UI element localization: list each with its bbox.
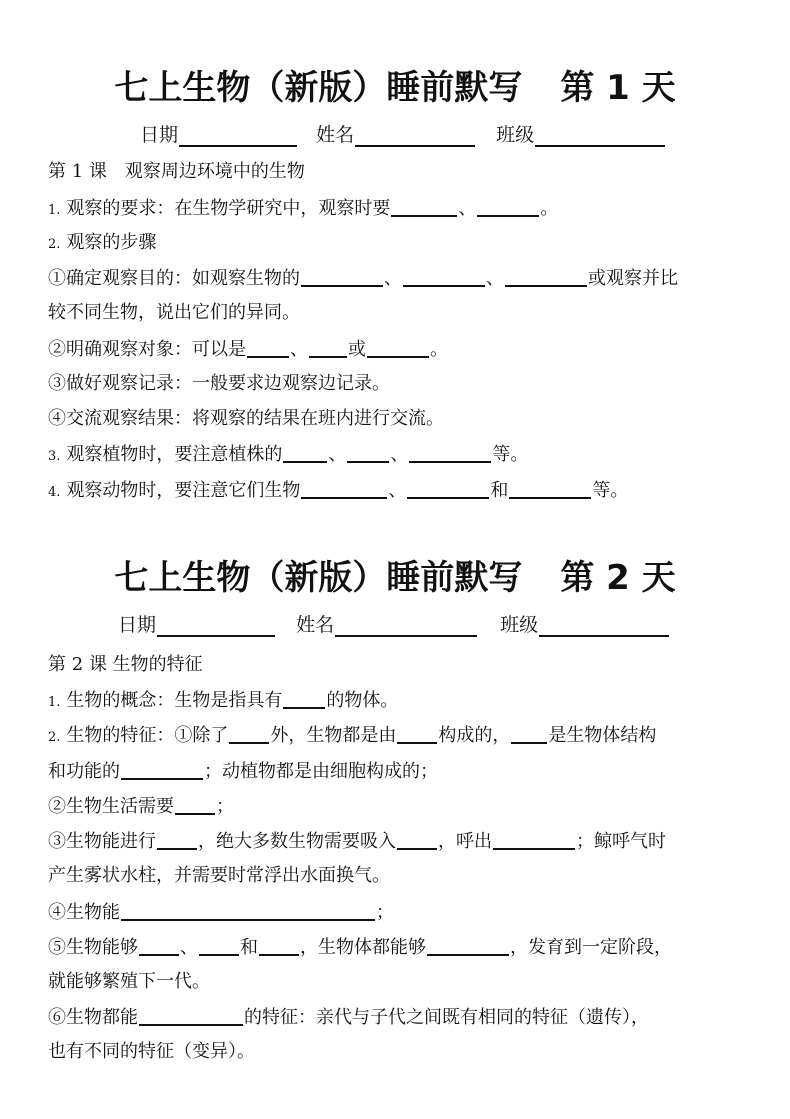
text: ，绝大多数生物需要吸入 xyxy=(198,831,396,852)
day2-date-input[interactable] xyxy=(157,615,275,637)
day2-line-2 xyxy=(48,722,656,751)
item-number: 2. xyxy=(48,730,61,745)
text: ； xyxy=(376,902,394,923)
text: ①确定观察目的：如观察生物的 xyxy=(48,268,300,289)
text: ； xyxy=(216,796,234,817)
day1-date-field xyxy=(140,120,298,147)
fill-blank[interactable] xyxy=(511,722,547,744)
day1-name-input[interactable] xyxy=(355,125,475,147)
text: 生物的特征：①除了 xyxy=(66,725,229,746)
day1-meta-row xyxy=(140,120,666,147)
fill-blank[interactable] xyxy=(347,441,389,463)
text: ⑥生物都能 xyxy=(48,1007,138,1028)
day1-line-5 xyxy=(48,336,448,363)
fill-blank[interactable] xyxy=(139,1004,243,1026)
day2-line-1 xyxy=(48,687,398,716)
day2-class-label: 班级 xyxy=(500,614,539,636)
day1-class-label: 班级 xyxy=(496,124,535,146)
fill-blank[interactable] xyxy=(229,722,269,744)
text: 、 xyxy=(328,444,347,465)
day2-line-11: 也有不同的特征（变异）。 xyxy=(48,1041,255,1062)
day1-class-input[interactable] xyxy=(535,125,665,147)
day2-name-label: 姓名 xyxy=(296,614,335,636)
text: 或观察并比 xyxy=(588,268,678,289)
text: 和功能的 xyxy=(48,761,120,782)
text: 观察的要求：在生物学研究中，观察时要 xyxy=(66,198,391,219)
day1-title-main: 七上生物（新版）睡前默写 xyxy=(114,68,523,108)
day2-line-9: 就能够繁殖下一代。 xyxy=(48,971,210,992)
fill-blank[interactable] xyxy=(505,265,587,287)
text: 的特征：亲代与子代之间既有相同的特征（遗传）， xyxy=(244,1007,649,1028)
fill-blank[interactable] xyxy=(309,336,347,358)
day1-date-label: 日期 xyxy=(140,124,179,146)
day2-lesson-heading: 第 2 课 生物的特征 xyxy=(48,654,203,675)
text: 构成的， xyxy=(438,725,511,746)
fill-blank[interactable] xyxy=(477,195,539,217)
day1-name-field xyxy=(316,120,476,147)
day2-line-5 xyxy=(48,828,666,855)
text: ，呼出 xyxy=(438,831,492,852)
text: 等。 xyxy=(492,444,529,465)
text: 观察动物时，要注意它们生物 xyxy=(66,480,301,501)
fill-blank[interactable] xyxy=(397,828,437,850)
text: 外，生物都是由 xyxy=(270,725,397,746)
fill-blank[interactable] xyxy=(407,477,489,499)
day1-line-8 xyxy=(48,441,528,470)
fill-blank[interactable] xyxy=(121,758,203,780)
day2-line-4 xyxy=(48,793,234,820)
text: 、 xyxy=(180,937,198,958)
text: 生物的概念：生物是指具有 xyxy=(66,690,283,711)
day2-name-input[interactable] xyxy=(335,615,477,637)
text: 等。 xyxy=(592,480,629,501)
text: ③生物能进行 xyxy=(48,831,156,852)
fill-blank[interactable] xyxy=(427,934,509,956)
fill-blank[interactable] xyxy=(139,934,179,956)
day1-title-day: 第 1 天 xyxy=(560,68,676,108)
day1-line-7: ④交流观察结果：将观察的结果在班内进行交流。 xyxy=(48,408,444,429)
fill-blank[interactable] xyxy=(403,265,485,287)
fill-blank[interactable] xyxy=(157,828,197,850)
day2-meta-row xyxy=(118,610,670,637)
item-number: 1. xyxy=(48,695,61,710)
day2-line-3 xyxy=(48,758,438,785)
fill-blank[interactable] xyxy=(199,934,239,956)
day1-title xyxy=(0,60,790,109)
text: 和 xyxy=(240,937,258,958)
text: 或 xyxy=(348,339,366,360)
day2-date-label: 日期 xyxy=(118,614,157,636)
text: 的物体。 xyxy=(326,690,399,711)
day2-class-input[interactable] xyxy=(539,615,669,637)
fill-blank[interactable] xyxy=(367,336,429,358)
text: 和 xyxy=(490,480,509,501)
text: 、 xyxy=(388,480,407,501)
fill-blank[interactable] xyxy=(283,687,325,709)
fill-blank[interactable] xyxy=(397,722,437,744)
text: ，生物体都能够 xyxy=(300,937,426,958)
text: 、 xyxy=(390,444,409,465)
day1-name-label: 姓名 xyxy=(316,124,355,146)
fill-blank[interactable] xyxy=(283,441,327,463)
day1-line-4: 较不同生物，说出它们的异同。 xyxy=(48,302,300,323)
text: 。 xyxy=(430,339,448,360)
day2-line-7 xyxy=(48,899,394,926)
day2-title xyxy=(0,550,790,599)
item-number: 1. xyxy=(48,203,61,218)
day1-line-6: ③做好观察记录：一般要求边观察边记录。 xyxy=(48,373,390,394)
text: ②明确观察对象：可以是 xyxy=(48,339,246,360)
fill-blank[interactable] xyxy=(493,828,575,850)
text: 、 xyxy=(384,268,402,289)
day2-line-10 xyxy=(48,1004,649,1031)
fill-blank[interactable] xyxy=(175,793,215,815)
item-number: 2. xyxy=(48,237,61,252)
text: ；动植物都是由细胞构成的； xyxy=(204,761,438,782)
fill-blank[interactable] xyxy=(121,899,375,921)
text: 观察的步骤 xyxy=(66,232,157,253)
day2-date-field xyxy=(118,610,276,637)
day2-name-field xyxy=(296,610,478,637)
text: 、 xyxy=(458,198,477,219)
text: 。 xyxy=(540,198,559,219)
day1-lesson-heading: 第 1 课 观察周边环境中的生物 xyxy=(48,161,305,182)
day1-line-2 xyxy=(48,230,156,258)
fill-blank[interactable] xyxy=(409,441,491,463)
day2-title-day: 第 2 天 xyxy=(560,558,676,598)
day2-class-field xyxy=(500,610,670,637)
fill-blank[interactable] xyxy=(301,265,383,287)
day1-class-field xyxy=(496,120,666,147)
day2-line-6: 产生雾状水柱，并需要时常浮出水面换气。 xyxy=(48,865,390,886)
fill-blank[interactable] xyxy=(301,477,387,499)
day1-date-input[interactable] xyxy=(179,125,297,147)
text: ，发育到一定阶段， xyxy=(510,937,672,958)
day1-line-1 xyxy=(48,195,558,224)
fill-blank[interactable] xyxy=(509,477,591,499)
text: ⑤生物能够 xyxy=(48,937,138,958)
item-number: 3. xyxy=(48,449,61,464)
day1-line-3 xyxy=(48,265,678,292)
text: 观察植物时，要注意植株的 xyxy=(66,444,283,465)
text: 是生物体结构 xyxy=(548,725,657,746)
fill-blank[interactable] xyxy=(391,195,457,217)
text: ②生物生活需要 xyxy=(48,796,174,817)
text: ④生物能 xyxy=(48,902,120,923)
text: 、 xyxy=(486,268,504,289)
text: 、 xyxy=(290,339,308,360)
fill-blank[interactable] xyxy=(259,934,299,956)
day2-title-main: 七上生物（新版）睡前默写 xyxy=(114,558,523,598)
item-number: 4. xyxy=(48,485,61,500)
fill-blank[interactable] xyxy=(247,336,289,358)
day2-line-8 xyxy=(48,934,672,961)
text: ；鲸呼气时 xyxy=(576,831,666,852)
day1-line-9 xyxy=(48,477,628,506)
